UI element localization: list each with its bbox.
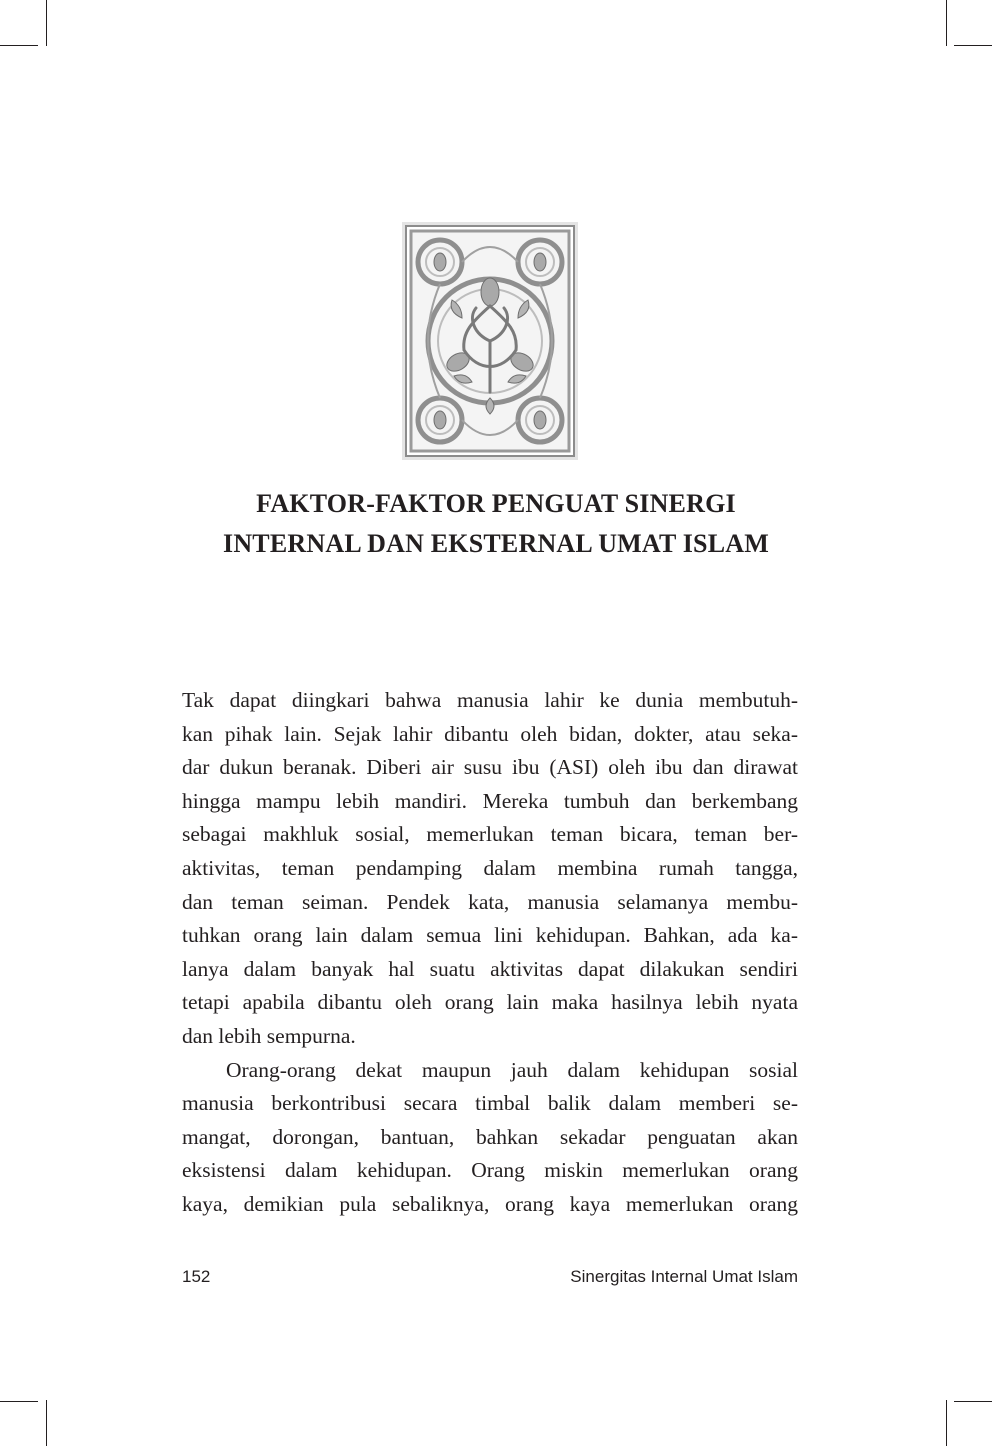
crop-mark — [954, 1401, 992, 1402]
body-text — [182, 684, 798, 1222]
body-line: lanya dalam banyak hal suatu aktivitas dapat dilakukan sendiri — [182, 956, 798, 981]
body-line: aktivitas, teman pendamping dalam membina rumah tangga, — [182, 855, 798, 880]
body-line: Orang-orang dekat maupun jauh dalam kehidupan sosial — [226, 1057, 798, 1082]
body-line: dar dukun beranak. Diberi air susu ibu (ASI) oleh ibu dan dirawat — [182, 755, 798, 780]
page-number: 152 — [182, 1267, 211, 1286]
body-line: Tak dapat diingkari bahwa manusia lahir ke dunia membutuh- — [182, 688, 798, 712]
body-line: kan pihak lain. Sejak lahir dibantu oleh bidan, dokter, atau seka- — [182, 721, 798, 746]
crop-mark — [0, 45, 38, 46]
chapter-title — [0, 484, 992, 564]
body-line: mangat, dorongan, bantuan, bahkan sekadar penguatan akan — [182, 1124, 798, 1149]
body-line: kaya, demikian pula sebaliknya, orang kaya memerlukan orang — [182, 1191, 798, 1216]
body-line: dan teman seiman. Pendek kata, manusia selamanya membu- — [182, 889, 798, 914]
chapter-title-line: FAKTOR-FAKTOR PENGUAT SINERGI — [256, 489, 736, 518]
body-line: sebagai makhluk sosial, memerlukan teman bicara, teman ber- — [182, 822, 798, 847]
body-line: eksistensi dalam kehidupan. Orang miskin memerlukan orang — [182, 1158, 798, 1183]
crop-mark — [946, 1400, 947, 1446]
crop-mark — [46, 1400, 47, 1446]
crop-mark — [946, 0, 947, 46]
body-line: tuhkan orang lain dalam semua lini kehidupan. Bahkan, ada ka- — [182, 923, 798, 948]
crop-mark — [46, 0, 47, 46]
chapter-title-line: INTERNAL DAN EKSTERNAL UMAT ISLAM — [223, 529, 769, 558]
running-title: Sinergitas Internal Umat Islam — [570, 1267, 798, 1286]
floral-arabesque-ornament-icon — [402, 222, 578, 460]
body-line: tetapi apabila dibantu oleh orang lain maka hasilnya lebih nyata — [182, 990, 798, 1015]
crop-mark — [954, 45, 992, 46]
crop-mark — [0, 1401, 38, 1402]
body-line: hingga mampu lebih mandiri. Mereka tumbuh dan berkembang — [182, 788, 798, 813]
body-line: dan lebih sempurna. — [182, 1023, 356, 1048]
body-line: manusia berkontribusi secara timbal balik dalam memberi se- — [182, 1091, 798, 1116]
